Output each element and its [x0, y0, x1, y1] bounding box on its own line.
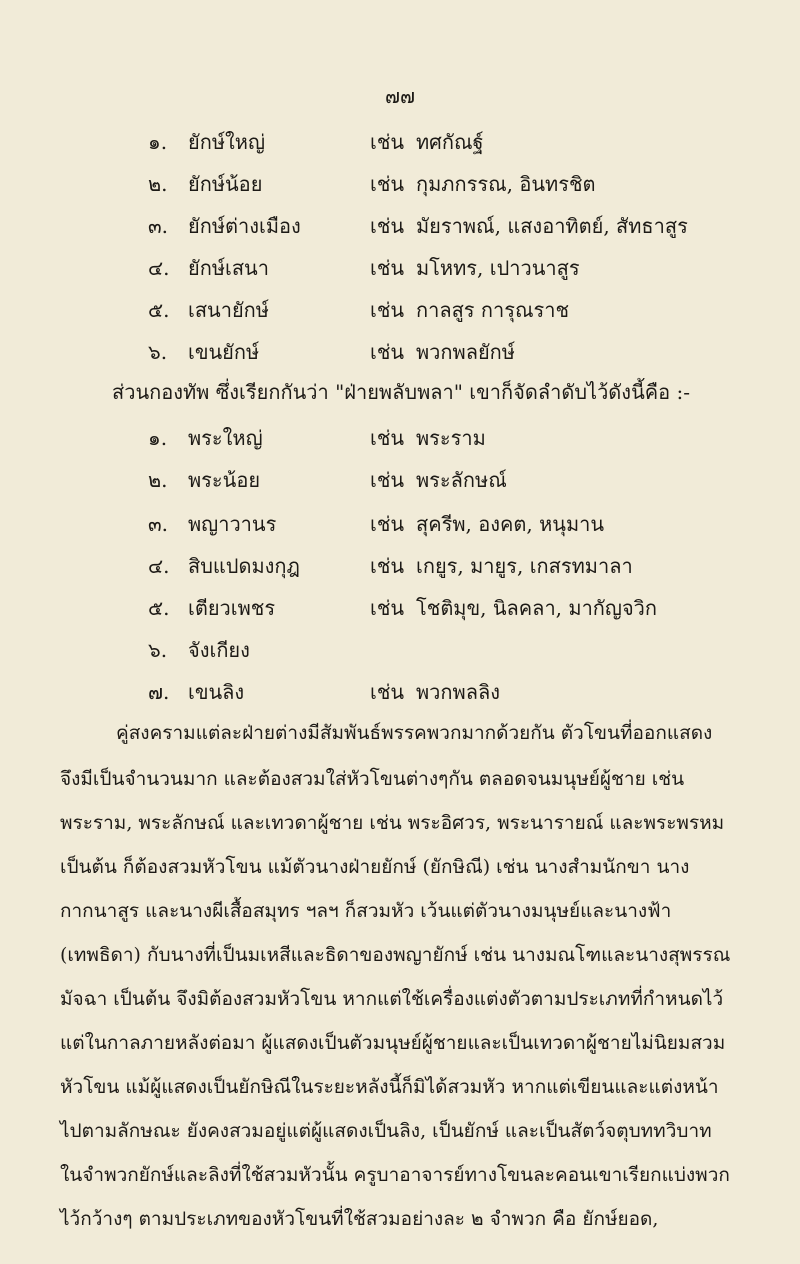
list-item: [0, 422, 800, 462]
item-name: เขนยักษ์: [188, 340, 260, 364]
paragraph-line: คู่สงครามแต่ละฝ่ายต่างมีสัมพันธ์พรรคพวกมากด้วยกัน ตัวโขนที่ออกแสดง: [116, 722, 713, 744]
item-number: ๓.: [148, 214, 169, 238]
item-name: สิบแปดมงกุฎ: [188, 554, 300, 578]
item-number: ๔.: [148, 256, 170, 280]
item-number: ๔.: [148, 554, 170, 578]
list-item: [0, 126, 800, 166]
item-such-as: เช่น: [370, 298, 405, 322]
list-item: [0, 336, 800, 376]
paragraph-line: มัจฉา เป็นต้น จึงมิต้องสวมหัวโขน หากแต่ใช้เครื่องแต่งตัวตามประเภทที่กำหนดไว้: [60, 988, 724, 1010]
list-item: [0, 676, 800, 716]
item-such-as: เช่น: [370, 426, 405, 450]
item-such-as: เช่น: [370, 256, 405, 280]
item-example: พวกพลยักษ์: [416, 340, 515, 364]
item-number: ๕.: [148, 298, 170, 322]
item-number: ๖.: [148, 638, 168, 662]
item-such-as: เช่น: [370, 554, 405, 578]
item-example: มัยราพณ์, แสงอาทิตย์, สัทธาสูร: [416, 214, 688, 238]
item-example: เกยูร, มายูร, เกสรทมาลา: [416, 554, 633, 578]
list-item: [0, 210, 800, 250]
item-such-as: เช่น: [370, 512, 405, 536]
item-example: สุครีพ, องคต, หนุมาน: [416, 512, 605, 536]
item-example: พระลักษณ์: [416, 468, 507, 492]
item-name: ยักษ์น้อย: [188, 172, 263, 196]
item-name: ยักษ์เสนา: [188, 256, 269, 280]
item-such-as: เช่น: [370, 340, 405, 364]
item-name: เขนลิง: [188, 680, 245, 704]
item-name: พญาวานร: [188, 512, 277, 536]
item-name: จังเกียง: [188, 638, 250, 662]
list-item: [0, 634, 800, 674]
item-such-as: เช่น: [370, 172, 405, 196]
item-such-as: เช่น: [370, 214, 405, 238]
item-name: ยักษ์ต่างเมือง: [188, 214, 301, 238]
item-number: ๒.: [148, 172, 168, 196]
list-item: [0, 550, 800, 590]
item-number: ๑.: [148, 426, 168, 450]
paragraph-line: หัวโขน แม้ผู้แสดงเป็นยักษิณีในระยะหลังนี้ก็มิได้สวมหัว หากแต่เขียนและแต่งหน้า: [60, 1076, 719, 1098]
item-name: พระน้อย: [188, 468, 261, 492]
item-example: โชติมุข, นิลคลา, มากัญจวิก: [416, 596, 658, 620]
paragraph-line: ไว้กว้างๆ ตามประเภทของหัวโขนที่ใช้สวมอย่างละ ๒ จำพวก คือ ยักษ์ยอด,: [60, 1208, 659, 1230]
item-such-as: เช่น: [370, 468, 405, 492]
paragraph-line: เป็นต้น ก็ต้องสวมหัวโขน แม้ตัวนางฝ่ายยักษ์ (ยักษิณี) เช่น นางสำมนักขา นาง: [60, 856, 690, 878]
paragraph-line: พระราม, พระลักษณ์ และเทวดาผู้ชาย เช่น พระอิศวร, พระนารายณ์ และพระพรหม: [60, 812, 725, 834]
item-number: ๕.: [148, 596, 170, 620]
item-example: มโหทร, เปาวนาสูร: [416, 256, 580, 280]
item-number: ๓.: [148, 512, 169, 536]
item-such-as: เช่น: [370, 130, 405, 154]
paragraph-line: จึงมีเป็นจำนวนมาก และต้องสวมใส่หัวโขนต่างๆกัน ตลอดจนมนุษย์ผู้ชาย เช่น: [60, 768, 685, 790]
page-number: ๗๗: [384, 84, 416, 108]
item-example: ทศกัณฐ์: [416, 130, 484, 154]
list-item: [0, 252, 800, 292]
paragraph-line: กากนาสูร และนางผีเสื้อสมุทร ฯลฯ ก็สวมหัว เว้นแต่ตัวนางมนุษย์และนางฟ้า: [60, 900, 672, 922]
item-name: ยักษ์ใหญ่: [188, 130, 266, 154]
list-item: [0, 592, 800, 632]
item-name: เตียวเพชร: [188, 596, 276, 620]
list-item: [0, 168, 800, 208]
item-example: กาลสูร การุณราช: [416, 298, 570, 322]
item-name: พระใหญ่: [188, 426, 263, 450]
paragraph-line: แต่ในกาลภายหลังต่อมา ผู้แสดงเป็นตัวมนุษย์ผู้ชายและเป็นเทวดาผู้ชายไม่นิยมสวม: [60, 1032, 726, 1054]
paragraph-line: ไปตามลักษณะ ยังคงสวมอยู่แต่ผู้แสดงเป็นลิง, เป็นยักษ์ และเป็นสัตว์จตุบททวิบาท: [60, 1120, 712, 1142]
item-number: ๖.: [148, 340, 168, 364]
paragraph-line: ในจำพวกยักษ์และลิงที่ใช้สวมหัวนั้น ครูบาอาจารย์ทางโขนละคอนเขาเรียกแบ่งพวก: [60, 1164, 730, 1186]
item-example: พวกพลลิง: [416, 680, 500, 704]
item-such-as: เช่น: [370, 596, 405, 620]
pavilion-intro: ส่วนกองทัพ ซึ่งเรียกกันว่า "ฝ่ายพลับพลา" เขาก็จัดลำดับไว้ดังนี้คือ :-: [112, 380, 690, 404]
paragraph-line: (เทพธิดา) กับนางที่เป็นมเหสีและธิดาของพญายักษ์ เช่น นางมณโฑและนางสุพรรณ: [60, 944, 731, 966]
item-example: กุมภกรรณ, อินทรชิต: [416, 172, 596, 196]
item-name: เสนายักษ์: [188, 298, 269, 322]
item-number: ๒.: [148, 468, 168, 492]
item-such-as: เช่น: [370, 680, 405, 704]
item-number: ๗.: [148, 680, 170, 704]
item-example: พระราม: [416, 426, 486, 450]
item-number: ๑.: [148, 130, 168, 154]
list-item: [0, 294, 800, 334]
list-item: [0, 508, 800, 548]
list-item: [0, 464, 800, 504]
